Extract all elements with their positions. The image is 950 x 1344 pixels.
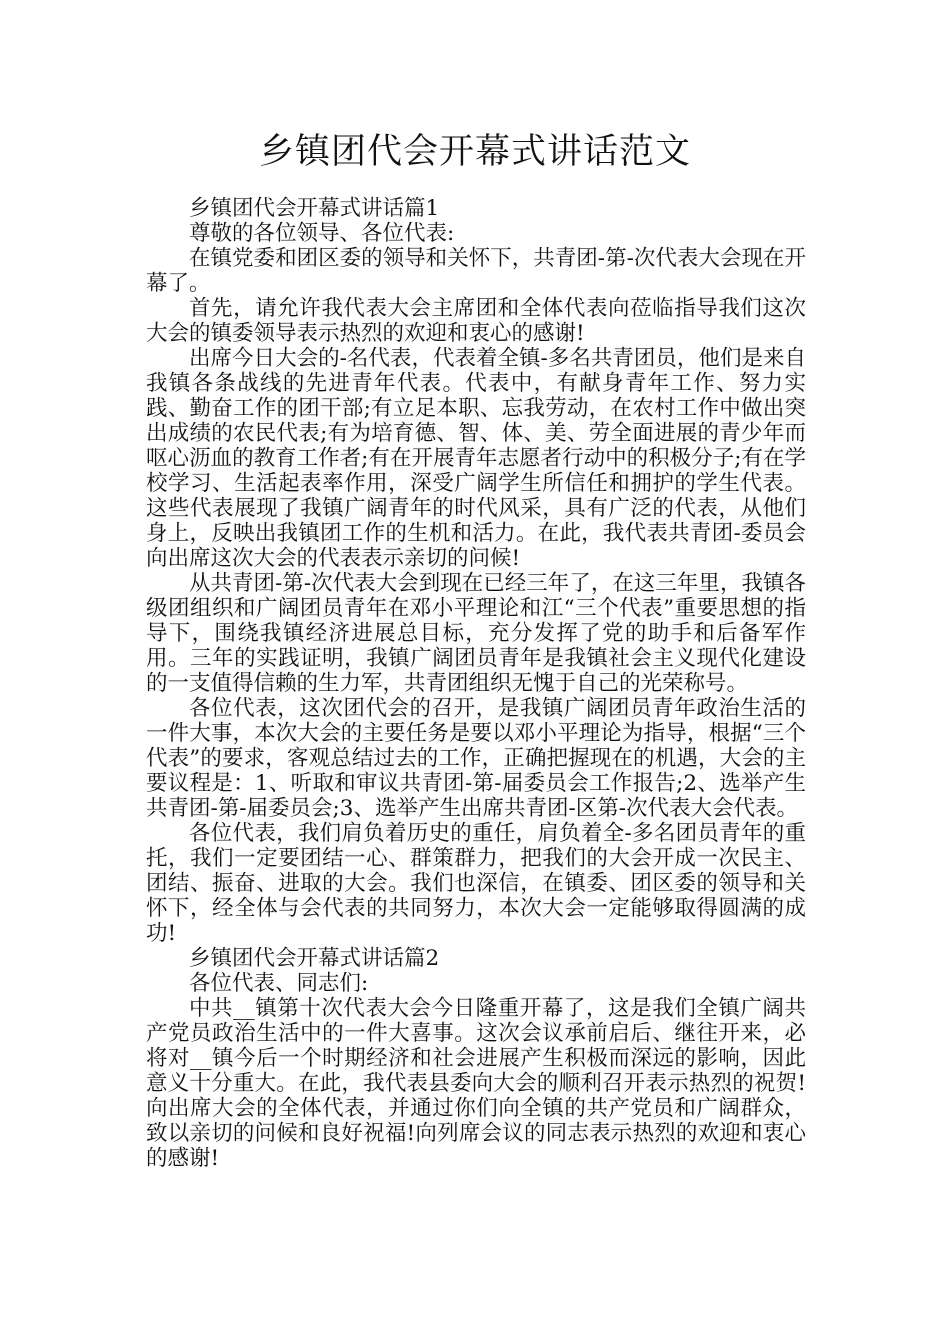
paragraph: 从共青团-第-次代表大会到现在已经三年了，在这三年里，我镇各级团组织和广阔团员青年在邓小平理论和江“三个代表”重要思想的指导下，围绕我镇经济进展总目标，充分发挥了党的助手和后备军作用。三年的实践证明，我镇广阔团员青年是我镇社会主义现代化建设的一支值得信赖的生力军，共青团组织无愧于自己的光荣称号。	[146, 571, 806, 696]
salutation: 各位代表、同志们:	[189, 971, 369, 996]
paragraph: 首先，请允许我代表大会主席团和全体代表向莅临指导我们这次大会的镇委领导表示热烈的欢迎和衷心的感谢!	[146, 296, 806, 346]
paragraph: 各位代表，我们肩负着历史的重任，肩负着全-多名团员青年的重托，我们一定要团结一心、群策群力，把我们的大会开成一次民主、团结、振奋、进取的大会。我们也深信，在镇委、团区委的领导和关怀下，经全体与会代表的共同努力，本次大会一定能够取得圆满的成功!	[146, 821, 806, 946]
paragraph: 出席今日大会的-名代表，代表着全镇-多名共青团员，他们是来自我镇各条战线的先进青年代表。代表中，有献身青年工作、努力实践、勤奋工作的团干部;有立足本职、忘我劳动，在农村工作中做出突出成绩的农民代表;有为培育德、智、体、美、劳全面进展的青少年而呕心沥血的教育工作者;有在开展青年志愿者行动中的积极分子;有在学校学习、生活起表率作用，深受广阔学生所信任和拥护的学生代表。这些代表展现了我镇广阔青年的时代风采，具有广泛的代表，从他们身上，反映出我镇团工作的生机和活力。在此，我代表共青团-委员会向出席这次大会的代表表示亲切的问候!	[146, 346, 806, 571]
document-title: 乡镇团代会开幕式讲话范文	[258, 132, 691, 172]
paragraph: 在镇党委和团区委的领导和关怀下，共青团-第-次代表大会现在开幕了。	[146, 246, 806, 296]
document-body	[146, 196, 806, 1171]
salutation: 尊敬的各位领导、各位代表:	[189, 221, 455, 246]
paragraph: 中共__镇第十次代表大会今日隆重开幕了，这是我们全镇广阔共产党员政治生活中的一件大喜事。这次会议承前启后、继往开来，必将对__镇今后一个时期经济和社会进展产生积极而深远的影响，因此意义十分重大。在此，我代表县委向大会的顺利召开表示热烈的祝贺!向出席大会的全体代表，并通过你们向全镇的共产党员和广阔群众，致以亲切的问候和良好祝福!向列席会议的同志表示热烈的欢迎和衷心的感谢!	[146, 996, 806, 1171]
section-heading: 乡镇团代会开幕式讲话篇1	[189, 196, 440, 221]
paragraph: 各位代表，这次团代会的召开，是我镇广阔团员青年政治生活的一件大事，本次大会的主要任务是要以邓小平理论为指导，根据“三个代表”的要求，客观总结过去的工作，正确把握现在的机遇，大会的主要议程是：1、听取和审议共青团-第-届委员会工作报告;2、选举产生共青团-第-届委员会;3、选举产生出席共青团-区第-次代表大会代表。	[146, 696, 806, 821]
section-heading: 乡镇团代会开幕式讲话篇2	[189, 946, 440, 971]
